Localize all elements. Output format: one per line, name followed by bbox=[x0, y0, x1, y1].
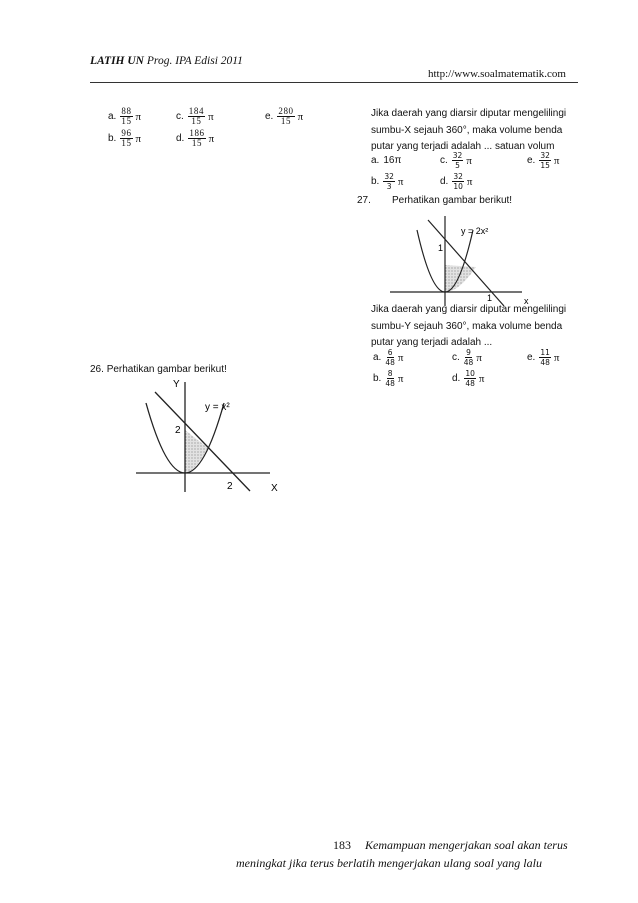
q27-prompt: Perhatikan gambar berikut! bbox=[392, 195, 513, 206]
prev-option-c: c. $\frac{184}{15}$ π bbox=[176, 106, 214, 126]
q26-option-c: c. $\frac{32}{5}$ π bbox=[440, 151, 472, 170]
prev-option-d: d. $\frac{186}{15}$ π bbox=[176, 128, 215, 148]
q27-y-intercept: 1 bbox=[438, 243, 444, 253]
prev-option-a: a. $\frac{88}{15}$ π bbox=[108, 106, 142, 126]
q26-option-b: b. $\frac{32}{3}$ π bbox=[371, 172, 404, 191]
footer-motto-2: meningkat jika terus berlatih mengerjakan ulang soal yang lalu bbox=[236, 856, 542, 870]
q26-option-d: d. $\frac{32}{10}$ π bbox=[440, 172, 473, 191]
q26-x-label: X bbox=[271, 483, 278, 494]
page-number: 183 bbox=[333, 838, 351, 852]
q27-option-e: e. $\frac{11}{48}$ π bbox=[527, 348, 560, 367]
q26-number-prompt: 26. Perhatikan gambar berikut! bbox=[90, 364, 227, 375]
footer-motto-1: Kemampuan mengerjakan soal akan terus bbox=[365, 838, 568, 852]
footer-line-1 bbox=[333, 838, 568, 853]
q26-text: Jika daerah yang diarsir diputar mengelilingi sumbu-X sejauh 360°, maka volume benda putar yang terjadi adalah ... satuan volum bbox=[371, 108, 567, 152]
q27-option-b: b. $\frac{8}{48}$ π bbox=[373, 369, 404, 388]
q27-curve-label: y = 2x² bbox=[461, 226, 489, 236]
prev-option-e: e. $\frac{280}{15}$ π bbox=[265, 106, 304, 126]
q27-number: 27. bbox=[357, 195, 371, 206]
q27-option-a: a. $\frac{6}{48}$ π bbox=[373, 348, 404, 367]
header-url[interactable]: http://www.soalmatematik.com bbox=[428, 68, 566, 80]
q26-option-e: e. $\frac{32}{15}$ π bbox=[527, 151, 560, 170]
q26-option-a: a. 16π bbox=[371, 155, 402, 166]
q26-x-intercept: 2 bbox=[227, 481, 233, 492]
q27-option-d: d. $\frac{10}{48}$ π bbox=[452, 369, 485, 388]
q27-text: Jika daerah yang diarsir diputar mengelilingi sumbu-Y sejauh 360°, maka volume benda putar yang terjadi adalah ... bbox=[371, 304, 567, 348]
q27-x-intercept: 1 bbox=[487, 293, 493, 303]
q27-option-c: c. $\frac{9}{48}$ π bbox=[452, 348, 482, 367]
q26-y-intercept: 2 bbox=[175, 425, 181, 436]
q26-line bbox=[155, 392, 250, 491]
header-divider bbox=[90, 82, 578, 83]
q26-curve-label: y = x² bbox=[205, 402, 230, 413]
header-title-rest: Prog. IPA Edisi 2011 bbox=[146, 55, 243, 67]
q27-graph bbox=[370, 210, 540, 308]
q27-x-label: x bbox=[524, 296, 529, 306]
prev-option-b: b. $\frac{96}{15}$ π bbox=[108, 128, 142, 148]
header-title bbox=[90, 55, 243, 67]
q26-graph bbox=[128, 370, 288, 500]
q26-y-label: Y bbox=[173, 379, 180, 390]
header-title-bold: LATIH UN bbox=[90, 55, 144, 67]
